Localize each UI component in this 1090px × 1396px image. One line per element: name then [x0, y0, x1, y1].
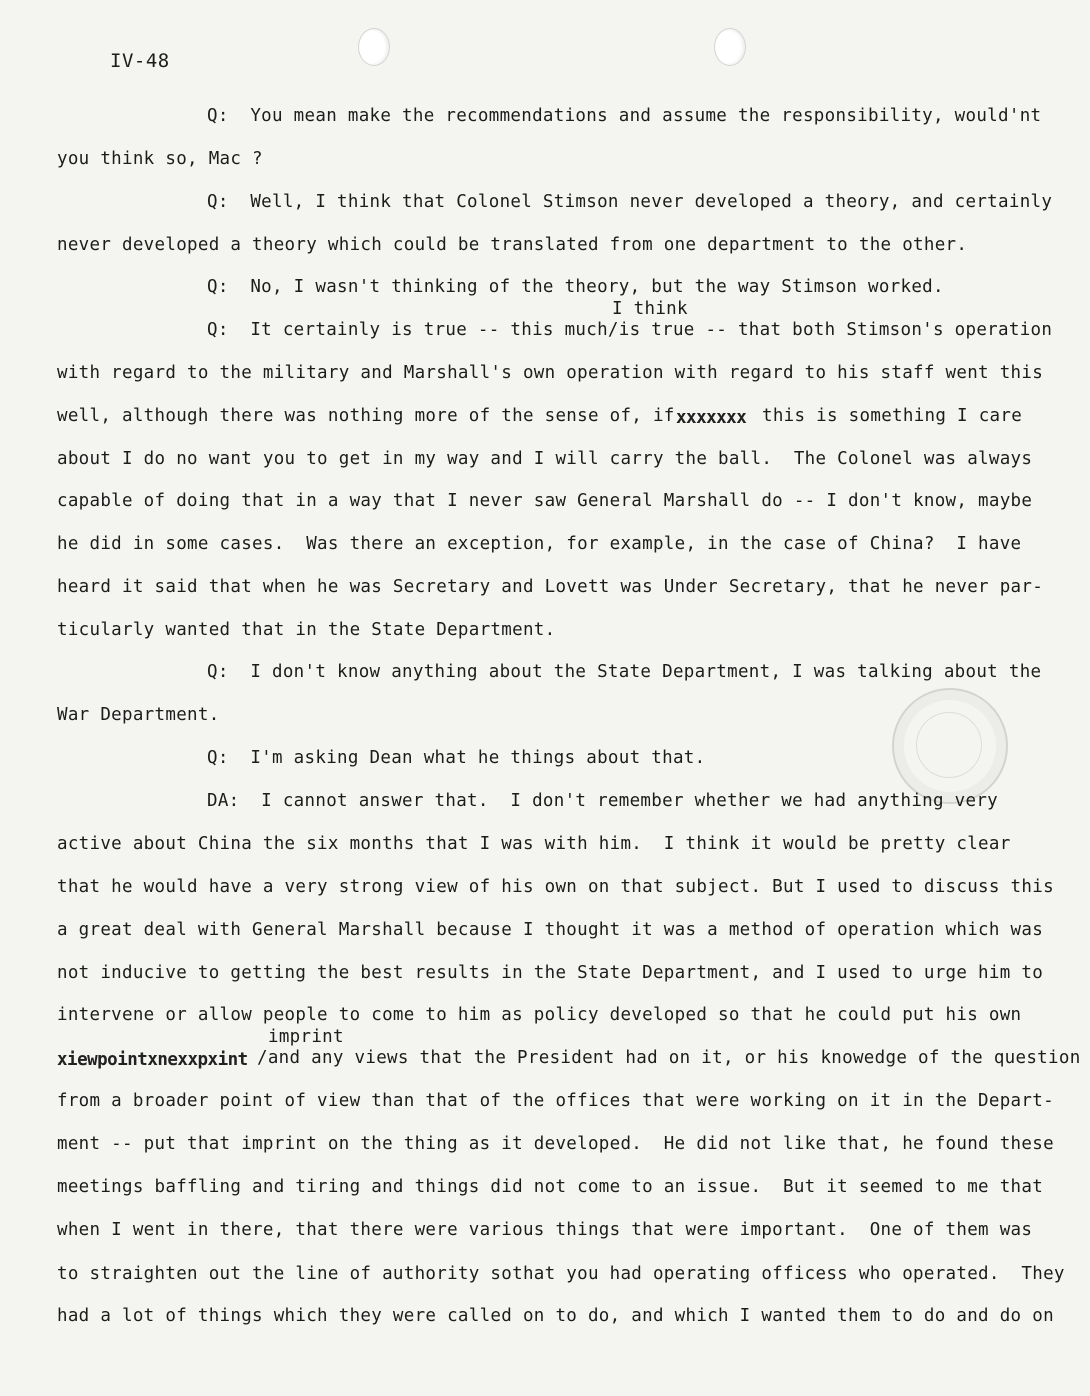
text-line: meetings baffling and tiring and things did not come to an issue. But it seemed to me that	[57, 1177, 1044, 1197]
text-line: Q: No, I wasn't thinking of the theory, but the way Stimson worked.	[207, 277, 944, 297]
archive-stamp	[892, 688, 1008, 804]
text-line: he did in some cases. Was there an exception, for example, in the case of China? I have	[57, 534, 1022, 554]
text-line: War Department.	[57, 705, 220, 725]
text-line: well, although there was nothing more of the sense of, if	[57, 406, 675, 426]
text-line: ticularly wanted that in the State Department.	[57, 620, 556, 640]
punch-hole	[714, 28, 746, 66]
text-line: active about China the six months that I was with him. I think it would be pretty clear	[57, 834, 1011, 854]
handwritten-insertion: I think	[612, 299, 688, 319]
text-line: never developed a theory which could be translated from one department to the other.	[57, 235, 968, 255]
text-line: about I do no want you to get in my way and I will carry the ball. The Colonel was always	[57, 449, 1033, 469]
text-line: Q: You mean make the recommendations and assume the responsibility, would'nt	[207, 106, 1042, 126]
struck-out-text: xiewpointxnexxpxint	[57, 1050, 248, 1070]
text-line: /and any views that the President had on it, or his knowedge of the question	[257, 1048, 1081, 1068]
text-line: ment -- put that imprint on the thing as it developed. He did not like that, he found these	[57, 1134, 1054, 1154]
text-line: Q: Well, I think that Colonel Stimson never developed a theory, and certainly	[207, 192, 1053, 212]
text-line: with regard to the military and Marshall's own operation with regard to his staff went this	[57, 363, 1044, 383]
text-line: that he would have a very strong view of his own on that subject. But I used to discuss this	[57, 877, 1054, 897]
text-line: heard it said that when he was Secretary and Lovett was Under Secretary, that he never par-	[57, 577, 1044, 597]
text-line: DA: I cannot answer that. I don't remember whether we had anything very	[207, 791, 999, 811]
text-line: this is something I care	[762, 406, 1023, 426]
page-number: IV-48	[110, 50, 170, 72]
text-line: not inducive to getting the best results in the State Department, and I used to urge him to	[57, 963, 1044, 983]
text-line: from a broader point of view than that of the offices that were working on it in the Depart-	[57, 1091, 1054, 1111]
text-line: when I went in there, that there were various things that were important. One of them was	[57, 1220, 1033, 1240]
text-line: Q: It certainly is true -- this much/is true -- that both Stimson's operation	[207, 320, 1053, 340]
struck-out-text: xxxxxxx	[676, 408, 747, 428]
text-line: you think so, Mac ?	[57, 149, 263, 169]
text-line: intervene or allow people to come to him as policy developed so that he could put his own	[57, 1005, 1022, 1025]
text-line: capable of doing that in a way that I never saw General Marshall do -- I don't know, maybe	[57, 491, 1033, 511]
punch-hole	[358, 28, 390, 66]
text-line: to straighten out the line of authority sothat you had operating officess who operated. They	[57, 1264, 1065, 1284]
handwritten-insertion: imprint	[268, 1027, 344, 1047]
text-line: Q: I'm asking Dean what he things about that.	[207, 748, 706, 768]
text-line: a great deal with General Marshall because I thought it was a method of operation which was	[57, 920, 1044, 940]
text-line: had a lot of things which they were called on to do, and which I wanted them to do and do on	[57, 1306, 1054, 1326]
text-line: Q: I don't know anything about the State Department, I was talking about the	[207, 662, 1042, 682]
